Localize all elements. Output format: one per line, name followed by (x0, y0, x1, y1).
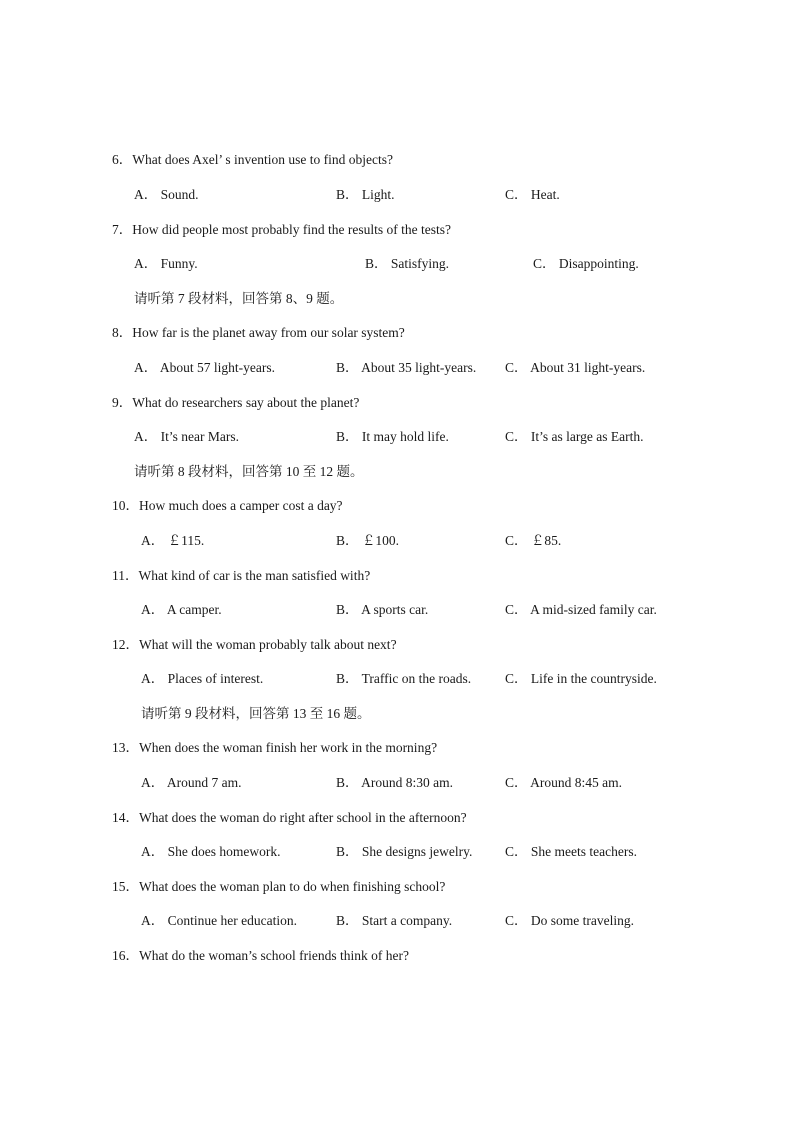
question-12-option-b: B． Traffic on the roads. (336, 671, 472, 686)
question-14-option-a: A． She does homework. (141, 844, 281, 859)
question-10-option-c: C． ￡85. (505, 533, 562, 548)
question-16-stem: 16．What do the woman’s school friends think of her? (112, 948, 409, 963)
question-10-stem: 10．How much does a camper cost a day? (112, 498, 343, 513)
question-9-option-c: C． It’s as large as Earth. (505, 429, 644, 444)
question-7-option-b: B． Satisfying. (365, 256, 450, 271)
question-14-stem: 14．What does the woman do right after school in the afternoon? (112, 810, 467, 825)
question-7-stem: 7．How did people most probably find the results of the tests? (112, 222, 451, 237)
question-15-option-b: B． Start a company. (336, 913, 453, 928)
question-6-option-c: C． Heat. (505, 187, 560, 202)
question-11-option-b: B． A sports car. (336, 602, 429, 617)
question-13-stem: 13．When does the woman finish her work in the morning? (112, 740, 438, 755)
question-11-option-a: A． A camper. (141, 602, 222, 617)
question-9-stem: 9．What do researchers say about the planet? (112, 395, 360, 410)
question-6-option-b: B． Light. (336, 187, 395, 202)
question-15-option-a: A． Continue her education. (141, 913, 297, 928)
question-11-stem: 11．What kind of car is the man satisfied with? (112, 568, 371, 583)
question-10-option-a: A． ￡115. (141, 533, 205, 548)
question-13-option-c: C． Around 8:45 am. (505, 775, 622, 790)
question-15-option-c: C． Do some traveling. (505, 913, 634, 928)
question-8-option-b: B． About 35 light-years. (336, 360, 477, 375)
question-15-stem: 15．What does the woman plan to do when finishing school? (112, 879, 446, 894)
question-13-option-a: A． Around 7 am. (141, 775, 242, 790)
question-8-option-c: C． About 31 light-years. (505, 360, 646, 375)
question-6-option-a: A． Sound. (134, 187, 199, 202)
question-14-option-b: B． She designs jewelry. (336, 844, 473, 859)
question-9-option-b: B． It may hold life. (336, 429, 449, 444)
question-14-option-c: C． She meets teachers. (505, 844, 637, 859)
question-12-stem: 12．What will the woman probably talk about next? (112, 637, 397, 652)
question-12-option-a: A． Places of interest. (141, 671, 264, 686)
section-instruction-8: 请听第 8 段材料，回答第 10 至 12 题。 (134, 464, 364, 479)
question-7-option-c: C． Disappointing. (533, 256, 639, 271)
section-instruction-7: 请听第 7 段材料，回答第 8、9 题。 (134, 291, 344, 306)
question-6-stem: 6．What does Axel’ s invention use to find objects? (112, 152, 393, 167)
question-12-option-c: C． Life in the countryside. (505, 671, 657, 686)
question-10-option-b: B． ￡100. (336, 533, 400, 548)
question-11-option-c: C． A mid-sized family car. (505, 602, 657, 617)
question-8-option-a: A． About 57 light-years. (134, 360, 275, 375)
question-9-option-a: A． It’s near Mars. (134, 429, 239, 444)
question-13-option-b: B． Around 8:30 am. (336, 775, 453, 790)
question-7-option-a: A． Funny. (134, 256, 198, 271)
section-instruction-9: 请听第 9 段材料，回答第 13 至 16 题。 (141, 706, 371, 721)
question-8-stem: 8．How far is the planet away from our solar system? (112, 325, 405, 340)
